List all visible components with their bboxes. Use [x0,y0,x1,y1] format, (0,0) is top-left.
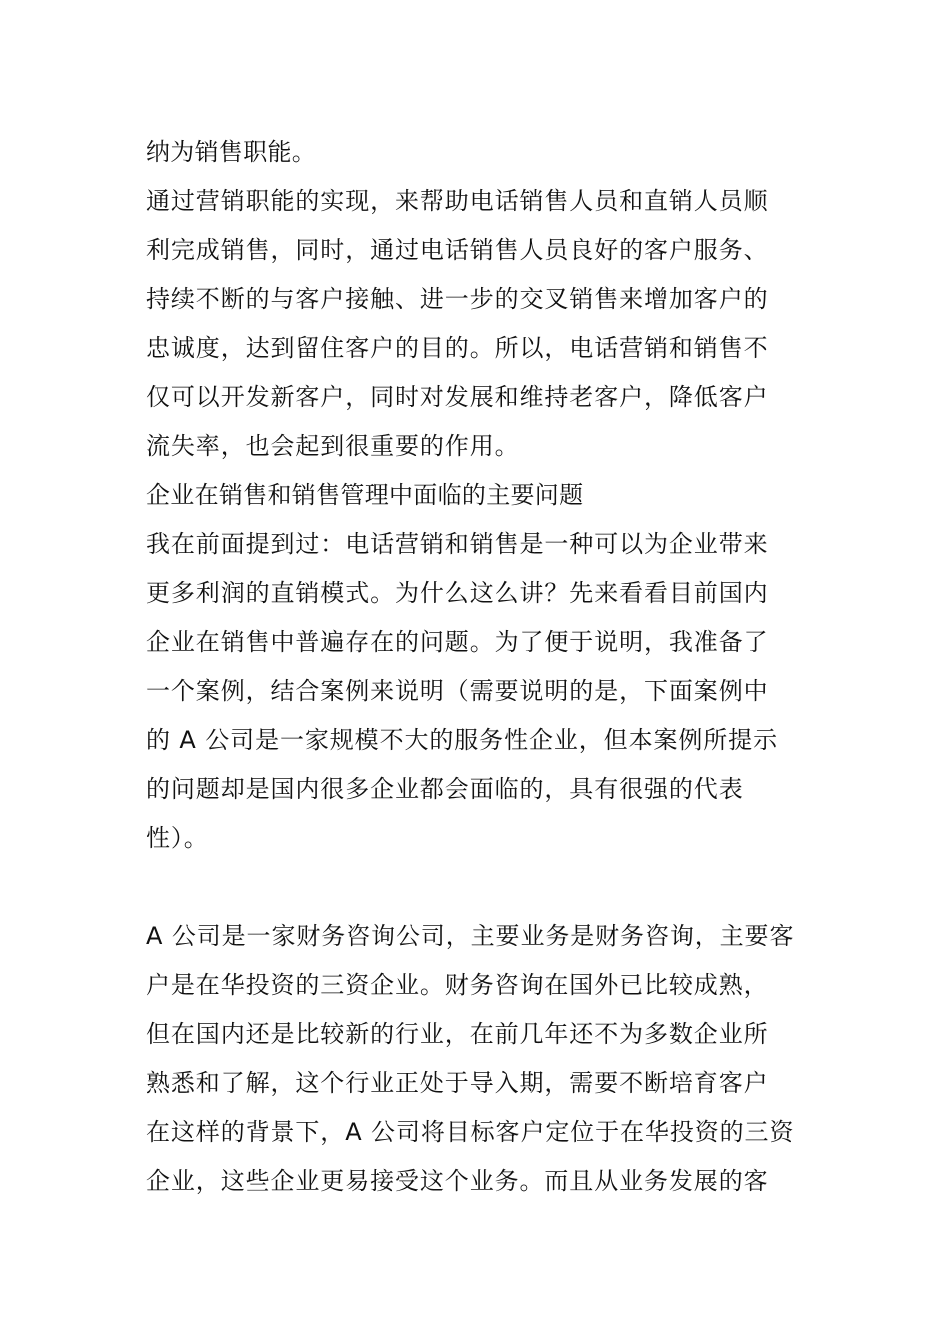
text-line: 忠诚度，达到留住客户的目的。所以，电话营销和销售不 [146,334,769,362]
text-line: 企业在销售中普遍存在的问题。为了便于说明，我准备了 [146,628,769,656]
text-line: 一个案例，结合案例来说明（需要说明的是，下面案例中 [146,677,769,705]
paragraph-sales-function [146,128,816,177]
text-line: 仅可以开发新客户，同时对发展和维持老客户，降低客户 [146,383,769,411]
document-body [146,128,816,1206]
text-line: 性）。 [146,824,209,852]
text-line: 企业在销售和销售管理中面临的主要问题 [146,481,584,509]
paragraph-case-intro [146,520,816,863]
text-line: 通过营销职能的实现，来帮助电话销售人员和直销人员顺 [146,187,769,215]
text-line: 的 A 公司是一家规模不大的服务性企业，但本案例所提示 [146,726,778,754]
paragraph-marketing-benefits [146,177,816,471]
text-line: 纳为销售职能。 [146,138,317,166]
paragraph-company-a [146,912,816,1206]
text-line: 持续不断的与客户接触、进一步的交叉销售来增加客户的 [146,285,769,313]
text-line: 户是在华投资的三资企业。财务咨询在国外已比较成熟， [146,971,769,999]
text-line: 我在前面提到过：电话营销和销售是一种可以为企业带来 [146,530,769,558]
text-line: A 公司是一家财务咨询公司，主要业务是财务咨询，主要客 [146,922,795,950]
text-line: 的问题却是国内很多企业都会面临的，具有很强的代表 [146,775,744,803]
section-heading [146,471,816,520]
text-line: 利完成销售，同时，通过电话销售人员良好的客户服务、 [146,236,769,264]
text-line: 但在国内还是比较新的行业，在前几年还不为多数企业所 [146,1020,769,1048]
text-line: 企业，这些企业更易接受这个业务。而且从业务发展的客 [146,1167,769,1195]
text-line: 流失率，也会起到很重要的作用。 [146,432,520,460]
text-line: 熟悉和了解，这个行业正处于导入期，需要不断培育客户 [146,1069,769,1097]
text-line: 在这样的背景下，A 公司将目标客户定位于在华投资的三资 [146,1118,795,1146]
blank-line [146,863,816,912]
text-line: 更多利润的直销模式。为什么这么讲？先来看看目前国内 [146,579,769,607]
